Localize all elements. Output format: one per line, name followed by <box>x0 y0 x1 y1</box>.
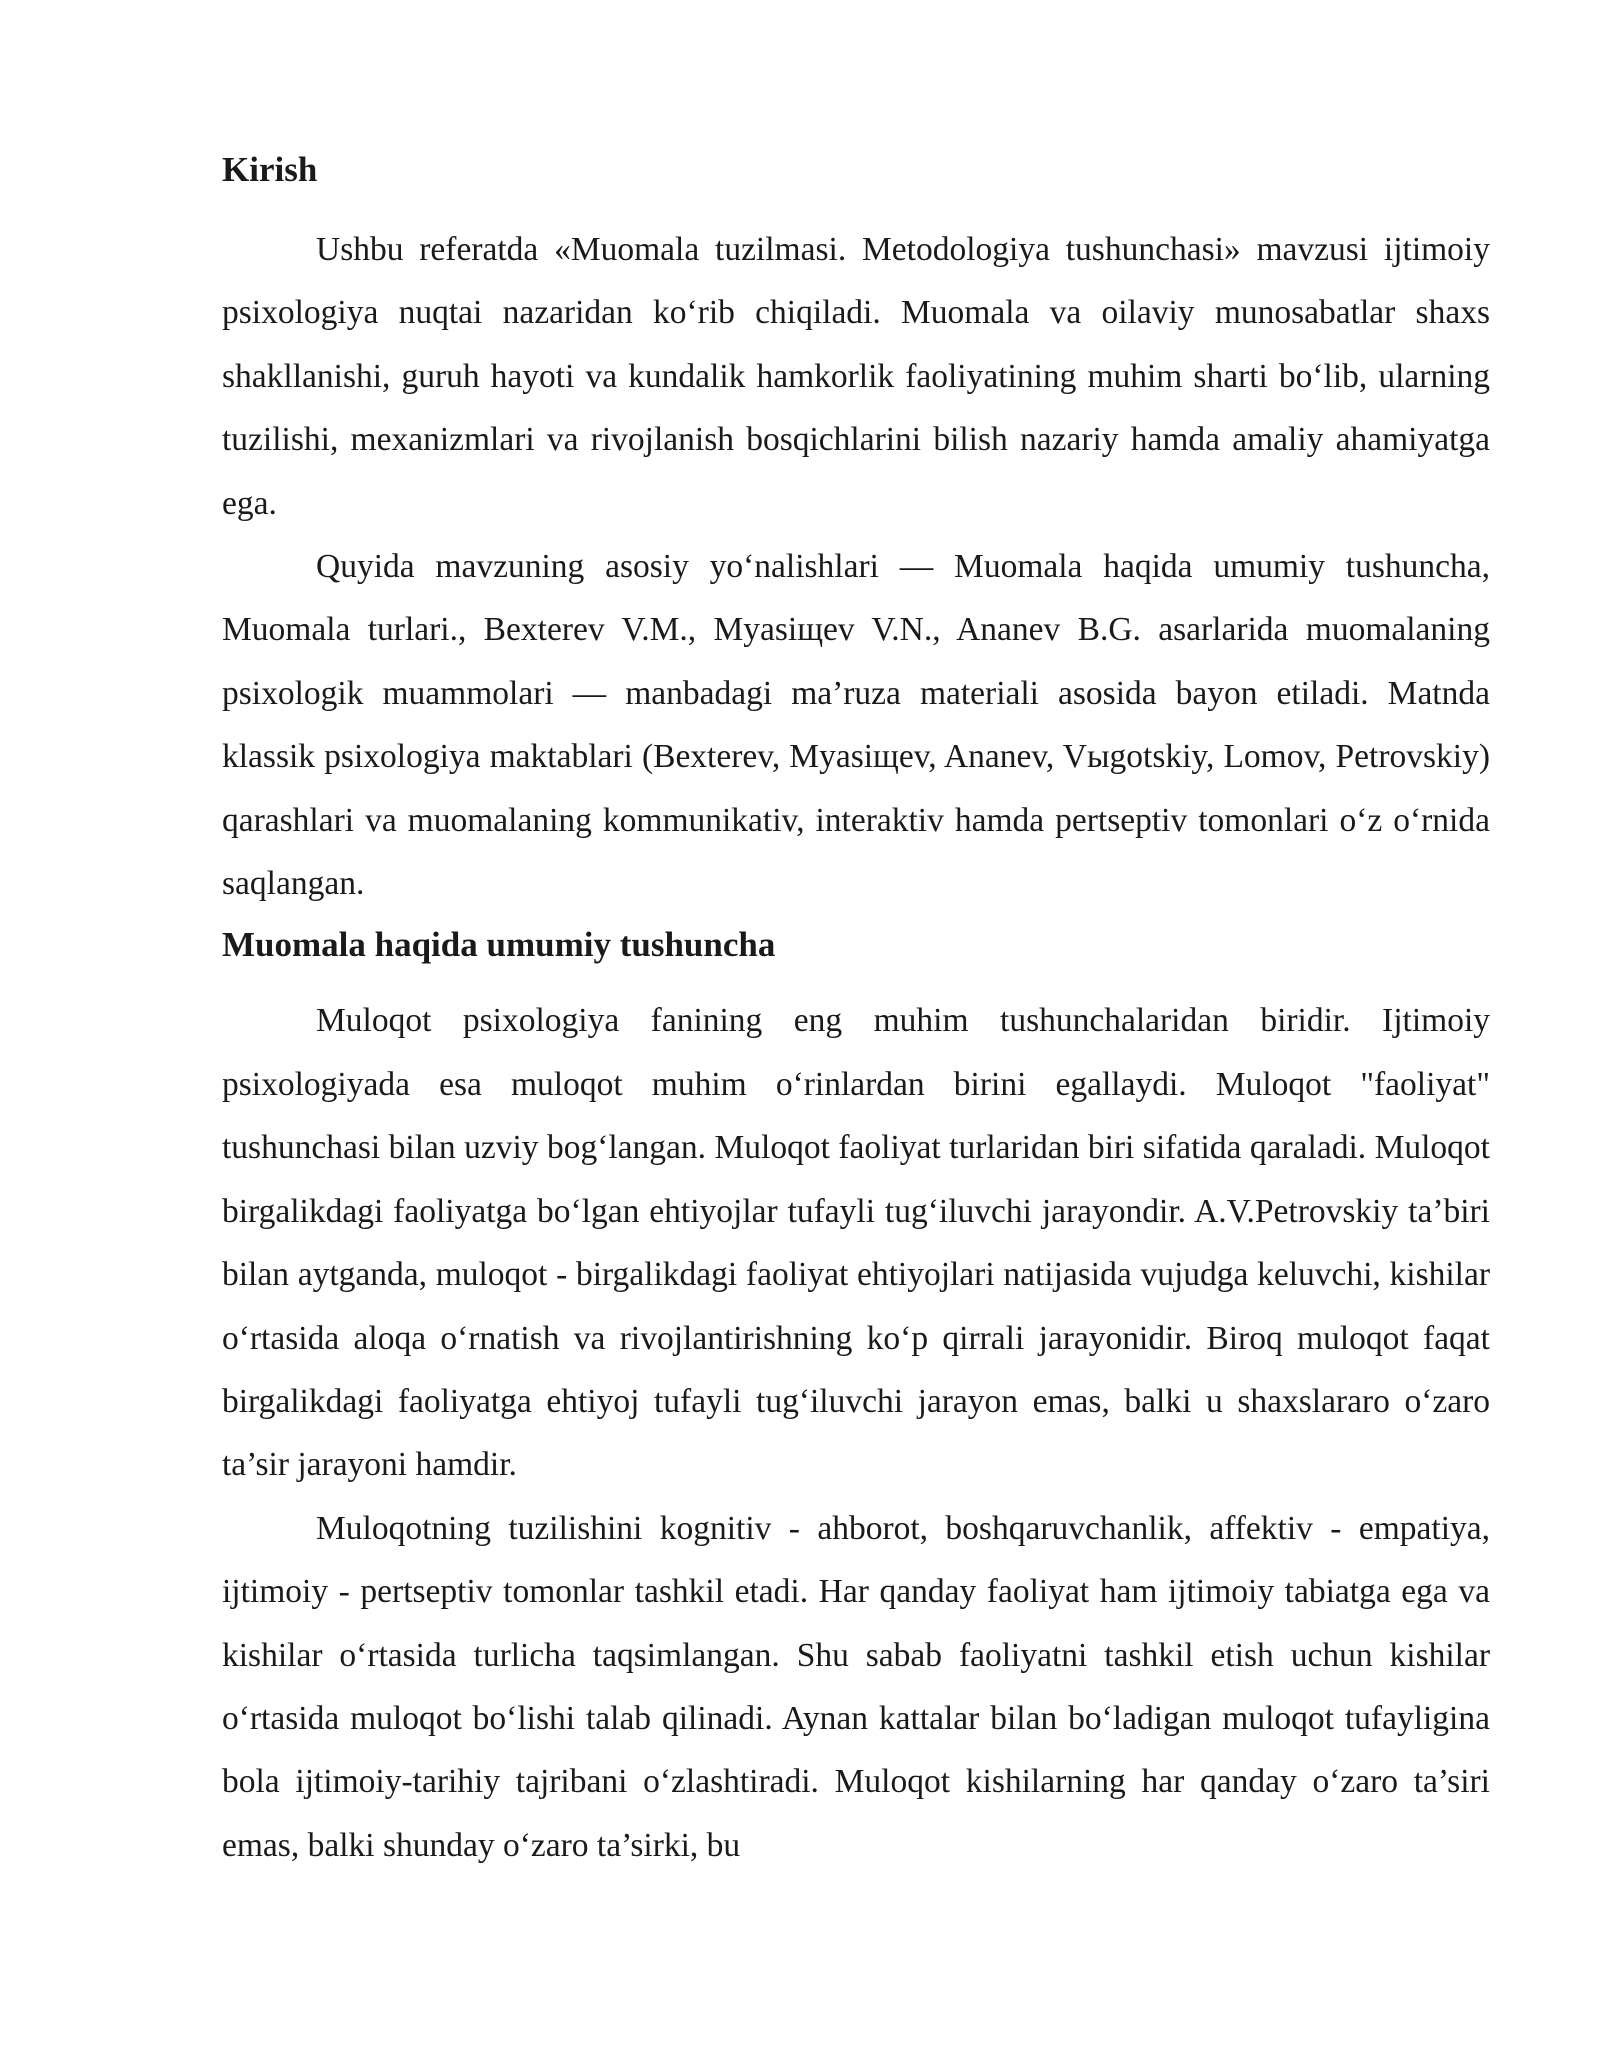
paragraph: Muloqot psixologiya fanining eng muhim tushunchalaridan biridir. Ijtimoiy psixologiyada esa muloqot muhim o‘rinlardan birini egallaydi. Muloqot "faoliyat" tushunchasi bilan uzviy bog‘langan. Muloqot faoliyat turlaridan biri sifatida qaraladi. Muloqot birgalikdagi faoliyatga bo‘lgan ehtiyojlar tufayli tug‘iluvchi jarayondir. A.V.Petrovskiy ta’biri bilan aytganda, muloqot - birgalikdagi faoliyat ehtiyojlari natijasida vujudga keluvchi, kishilar o‘rtasida aloqa o‘rnatish va rivojlantirishning ko‘p qirrali jarayonidir. Biroq muloqot faqat birgalikdagi faoliyatga ehtiyoj tufayli tug‘iluvchi jarayon emas, balki u shaxslararo o‘zaro ta’sir jarayoni hamdir. <box>222 1002 1490 1484</box>
paragraph: Muloqotning tuzilishini kognitiv - ahborot, boshqaruvchanlik, affektiv - empatiya, ijtimoiy - pertseptiv tomonlar tashkil etadi. Har qanday faoliyat ham ijtimoiy tabiatga ega va kishilar o‘rtasida turlicha taqsimlangan. Shu sabab faoliyatni tashkil etish uchun kishilar o‘rtasida muloqot bo‘lishi talab qilinadi. Aynan kattalar bilan bo‘ladigan muloqot tufayligina bola ijtimoiy-tarihiy tajribani o‘zlashtiradi. Muloqot kishilarning har qanday o‘zaro ta’siri emas, balki shunday o‘zaro ta’sirki, bu <box>222 1509 1490 1864</box>
document-page <box>222 140 1490 1877</box>
paragraph: Quyida mavzuning asosiy yo‘nalishlari — Muomala haqida umumiy tushuncha, Muomala turlari., Bexterev V.M., Myasiщev V.N., Ananev B.G. asarlarida muomalaning psixologik muammolari — manbadagi ma’ruza materiali asosida bayon etiladi. Matnda klassik psixologiya maktablari (Bexterev, Myasiщev, Ananev, Vыgotskiy, Lomov, Petrovskiy) qarashlari va muomalaning kommunikativ, interaktiv hamda pertseptiv tomonlari o‘z o‘rnida saqlangan. <box>222 548 1490 903</box>
paragraph: Ushbu referatda «Muomala tuzilmasi. Metodologiya tushunchasi» mavzusi ijtimoiy psixologiya nuqtai nazaridan ko‘rib chiqiladi. Muomala va oilaviy munosabatlar shaxs shakllanishi, guruh hayoti va kundalik hamkorlik faoliyatining muhim sharti bo‘lib, ularning tuzilishi, mexanizmlari va rivojlanish bosqichlarini bilish nazariy hamda amaliy ahamiyatga ega. <box>222 231 1490 522</box>
section-heading-muomala: Muomala haqida umumiy tushuncha <box>222 925 776 965</box>
section-heading-kirish: Kirish <box>222 150 318 189</box>
